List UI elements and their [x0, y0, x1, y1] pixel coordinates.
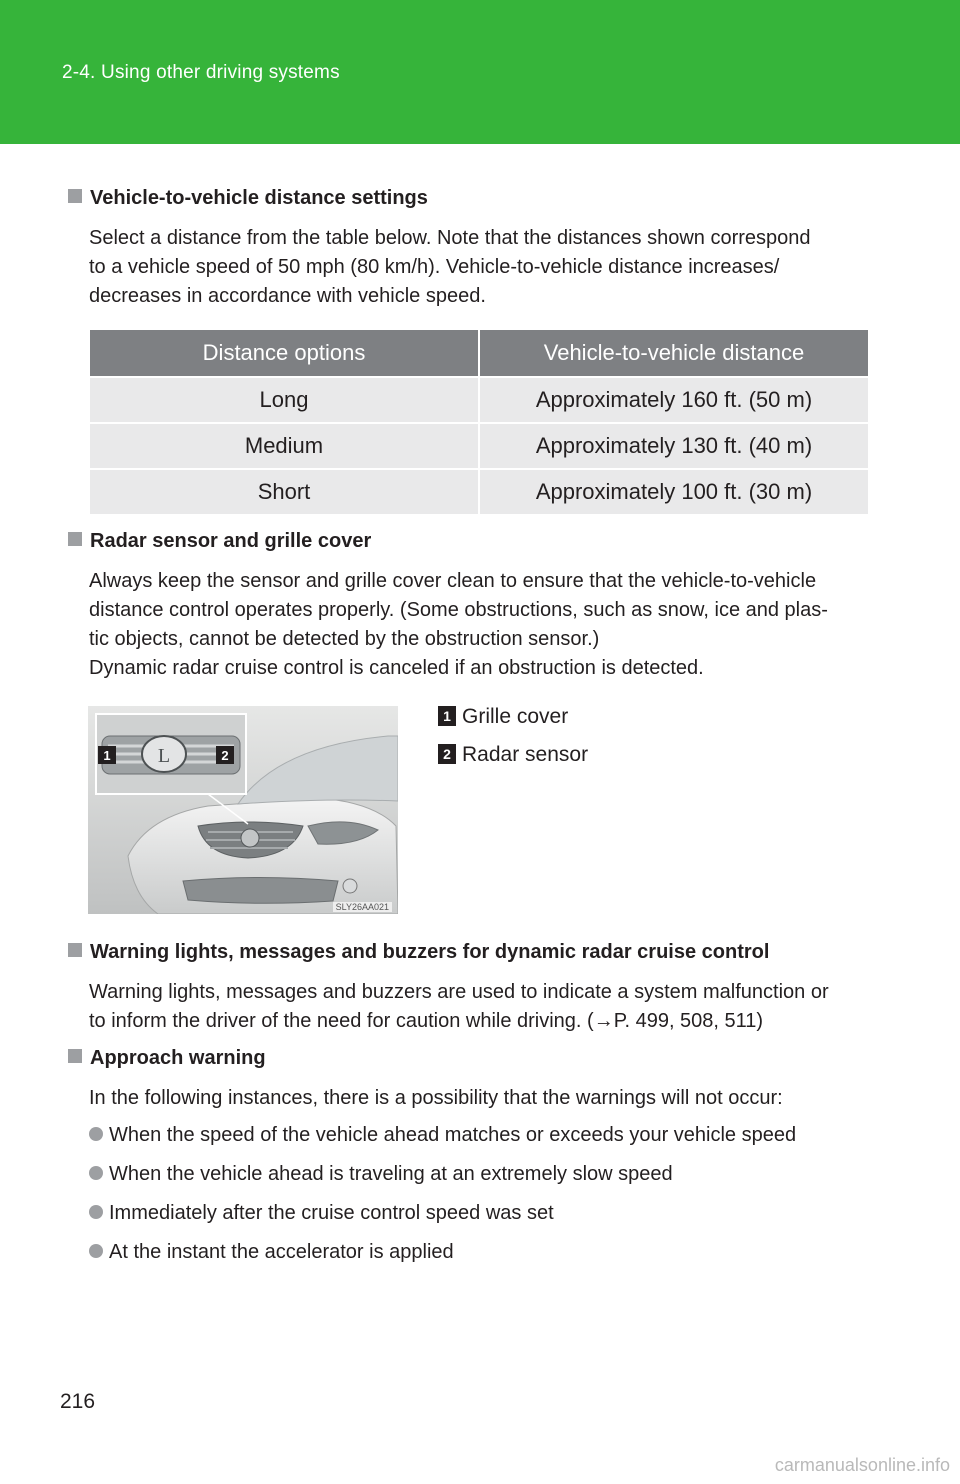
vehicle-front-photo: [88, 706, 398, 914]
radar-sensor-heading: Radar sensor and grille cover: [68, 530, 371, 553]
svg-text:L: L: [157, 745, 171, 767]
svg-text:2: 2: [221, 748, 229, 763]
callout-radar-sensor: 2 Radar sensor: [438, 743, 588, 767]
figure-code: SLY26AA021: [333, 902, 392, 912]
callout-grille-cover: 1 Grille cover: [438, 705, 568, 729]
list-item: When the speed of the vehicle ahead matches or exceeds your vehicle speed: [89, 1124, 796, 1147]
radar-sensor-paragraph: Always keep the sensor and grille cover clean to ensure that the vehicle-to-vehicle distance control operates properly. (Some obstructions, such as snow, ice and plas- tic objects, cannot be detected by the obstruction sensor.) Dynamic radar cruise control is canceled if an obstruction is detected.: [89, 570, 828, 679]
distance-settings-heading: Vehicle-to-vehicle distance settings: [68, 187, 428, 210]
bullet-dot-icon: [89, 1205, 103, 1219]
table-cell: Long: [90, 377, 479, 423]
table-cell: Medium: [90, 423, 479, 469]
list-item: Immediately after the cruise control speed was set: [89, 1202, 554, 1225]
watermark-text: carmanualsonline.info: [774, 1455, 950, 1475]
bullet-dot-icon: [89, 1166, 103, 1180]
heading-square-icon: [68, 189, 82, 203]
table-row: [90, 423, 868, 469]
table-row: [90, 469, 868, 514]
distance-settings-paragraph: Select a distance from the table below. Note that the distances shown correspond to a vehicle speed of 50 mph (80 km/h). Vehicle-to-vehicle distance increases/ decreases in accordance with vehicle speed.: [89, 227, 811, 307]
heading-square-icon: [68, 1049, 82, 1063]
heading-square-icon: [68, 532, 82, 546]
warning-lights-heading: Warning lights, messages and buzzers for dynamic radar cruise control: [68, 941, 769, 964]
table-cell: Short: [90, 469, 479, 514]
chapter-header-bar: [0, 0, 960, 144]
table-row: [90, 377, 868, 423]
approach-warning-intro: In the following instances, there is a possibility that the warnings will not occur:: [89, 1087, 783, 1109]
list-item: At the instant the accelerator is applied: [89, 1241, 454, 1264]
svg-text:1: 1: [103, 748, 111, 763]
bullet-dot-icon: [89, 1244, 103, 1258]
table-header-row: [90, 330, 868, 377]
bullet-dot-icon: [89, 1127, 103, 1141]
chapter-title: 2-4. Using other driving systems: [62, 62, 340, 83]
callout-number: 2: [438, 744, 456, 764]
list-item: When the vehicle ahead is traveling at an extremely slow speed: [89, 1163, 673, 1186]
column-header: Distance options: [90, 330, 479, 377]
column-header: Vehicle-to-vehicle distance: [479, 330, 868, 377]
approach-warning-heading: Approach warning: [68, 1047, 266, 1070]
page-number: 216: [60, 1390, 96, 1413]
callout-number: 1: [438, 706, 456, 726]
heading-square-icon: [68, 943, 82, 957]
table-cell: Approximately 160 ft. (50 m): [479, 377, 868, 423]
table-cell: Approximately 100 ft. (30 m): [479, 469, 868, 514]
warning-lights-paragraph: Warning lights, messages and buzzers are used to indicate a system malfunction or to inform the driver of the need for caution while driving. (→P. 499, 508, 511): [89, 981, 829, 1032]
car-front-illustration: [88, 706, 398, 914]
distance-options-table: [90, 330, 868, 514]
table-cell: Approximately 130 ft. (40 m): [479, 423, 868, 469]
